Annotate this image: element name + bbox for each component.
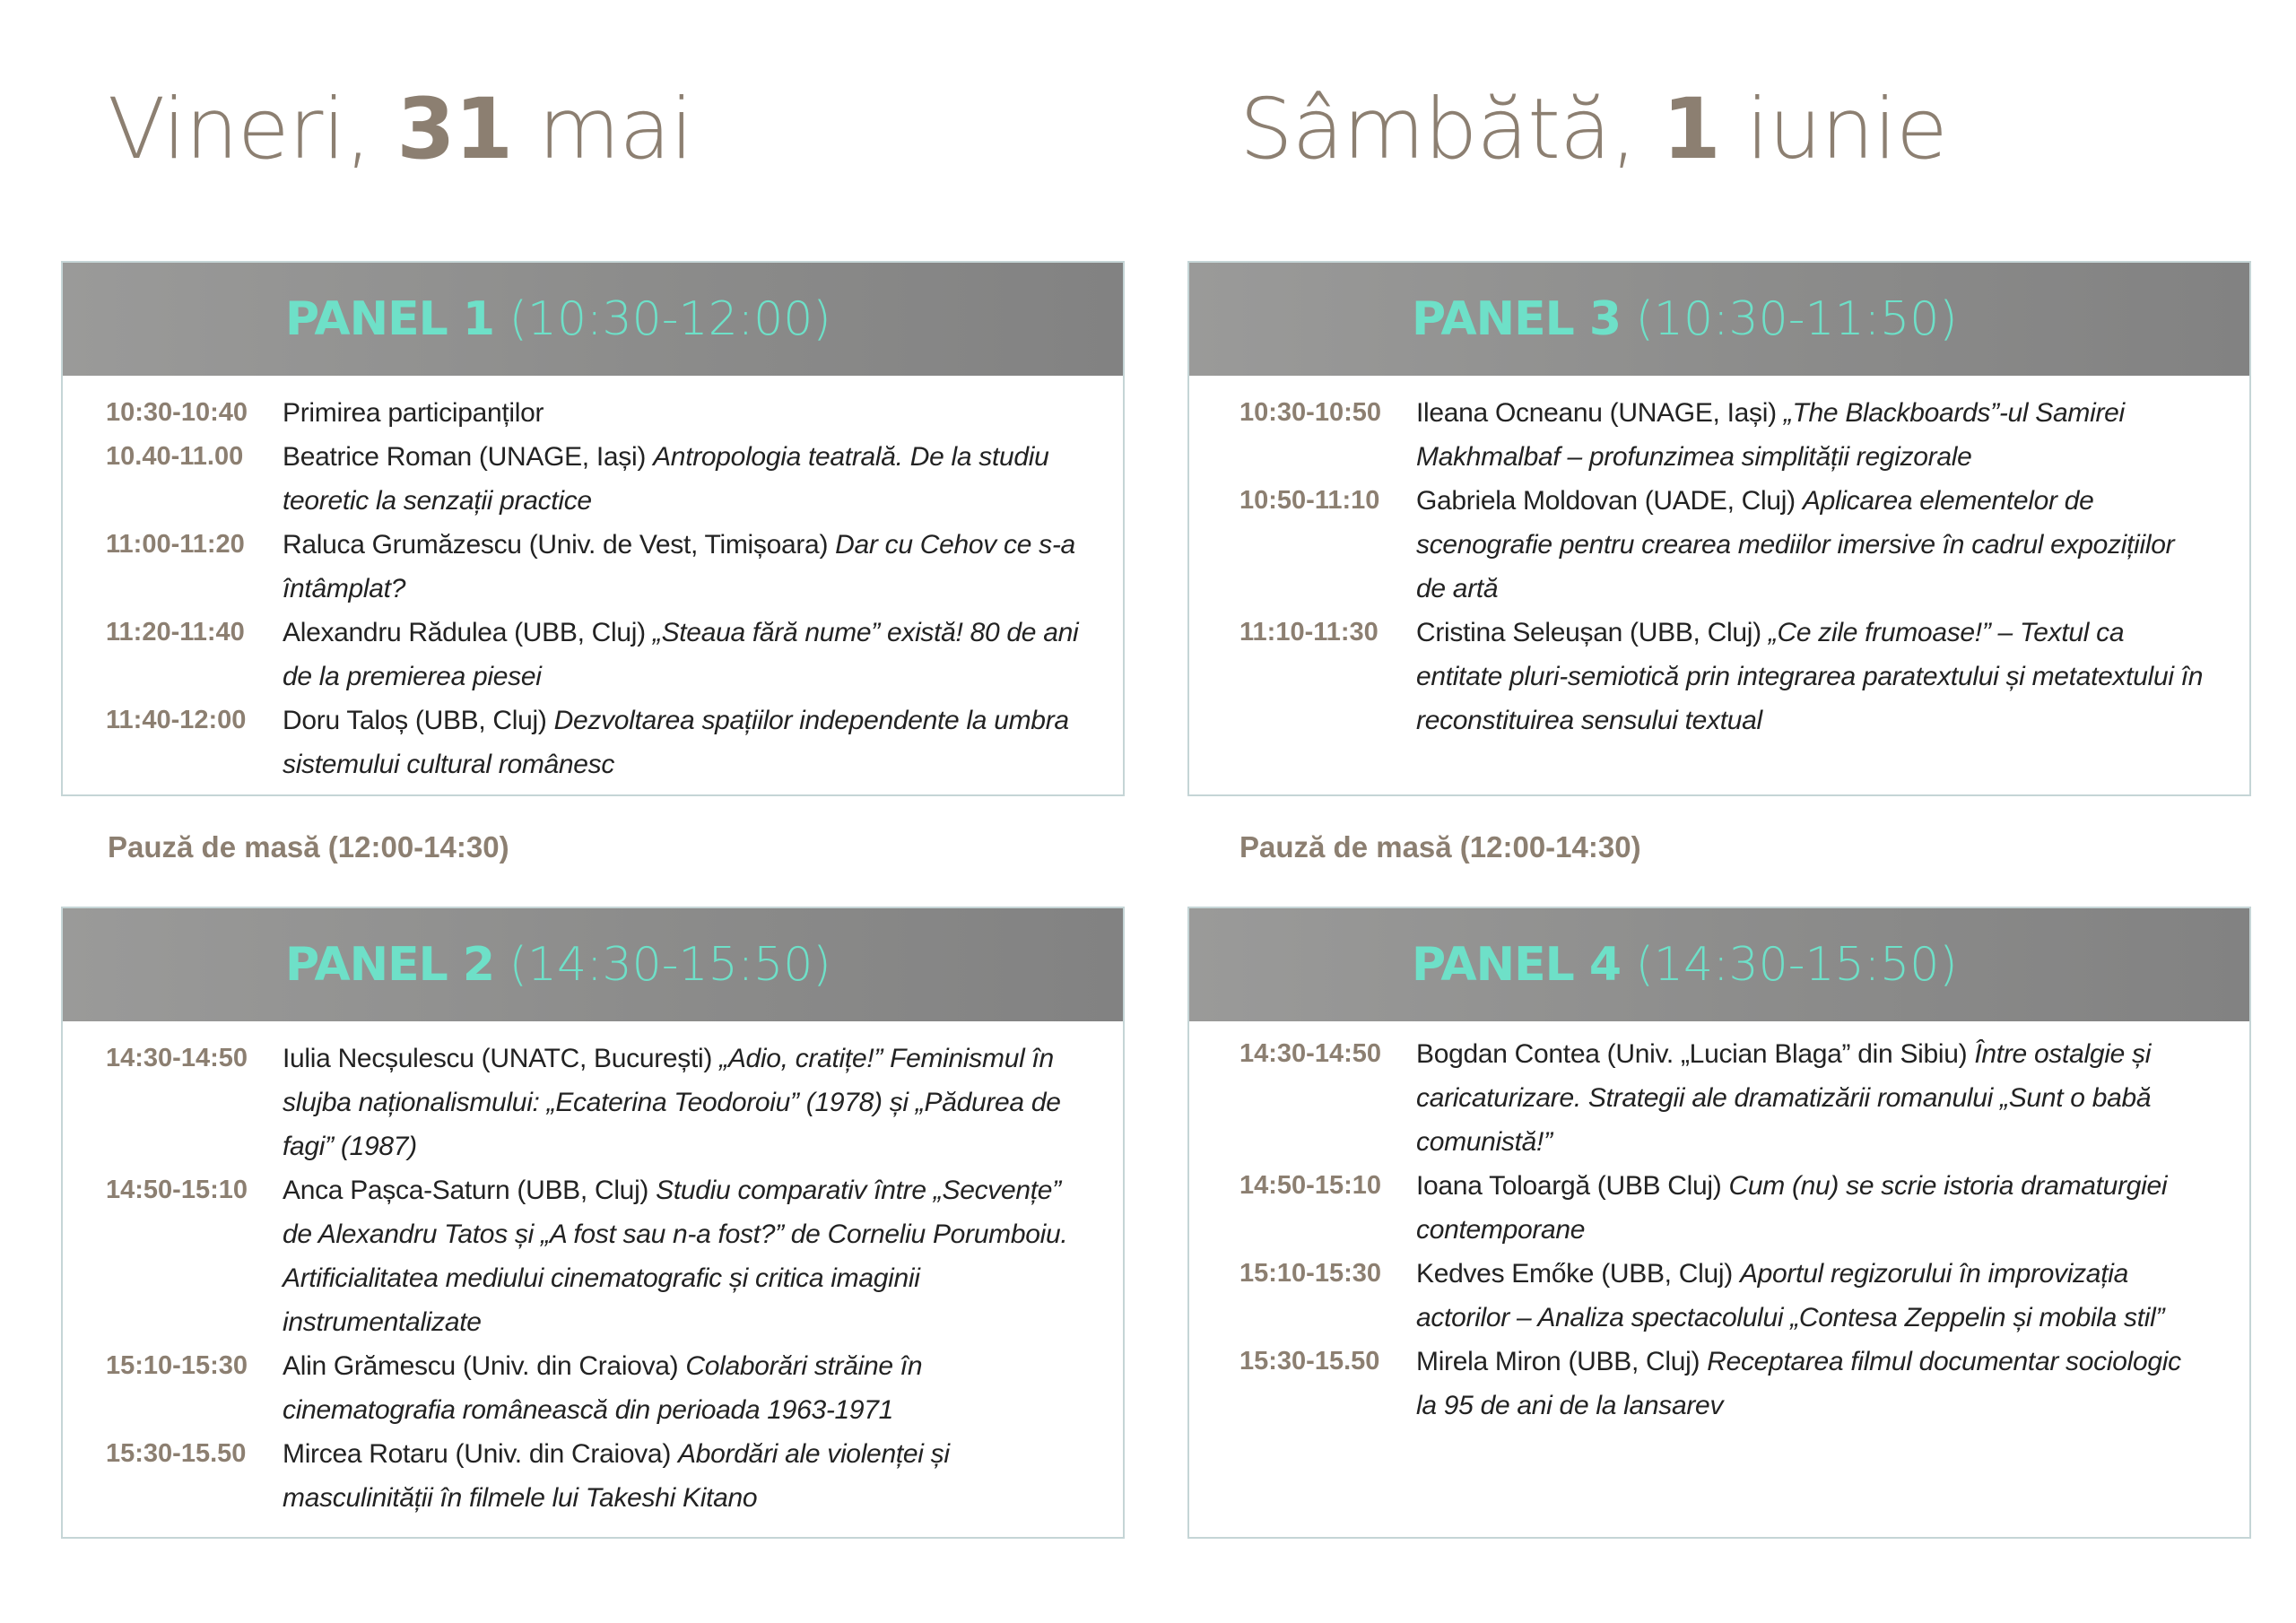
panel-2 — [61, 907, 1125, 1539]
schedule-entry: 11:00-11:20 Raluca Grumăzescu (Univ. de Vest, Timișoara) Dar cu Cehov ce s-a întâmplat? — [106, 530, 1075, 603]
day-title-friday: Vineri, 31 mai — [108, 81, 693, 178]
schedule-entry: 14:50-15:10 Ioana Toloargă (UBB Cluj) Cum (nu) se scrie istoria dramaturgiei contemporane — [1239, 1171, 2168, 1245]
panel-header: PANEL 1 (10:30-12:00) — [63, 263, 1123, 376]
panel-header: PANEL 2 (14:30-15:50) — [63, 908, 1123, 1021]
schedule-entry: 15:30-15.50 Mircea Rotaru (Univ. din Craiova) Abordări ale violenței și masculinității în filmele lui Takeshi Kitano — [106, 1439, 950, 1513]
schedule-entry: 11:40-12:00 Doru Taloș (UBB, Cluj) Dezvoltarea spațiilor independente la umbra sistemului cultural românesc — [106, 706, 1069, 779]
schedule-entry: 10:30-10:50 Ileana Ocneanu (UNAGE, Iași) „The Blackboards”-ul Samirei Makhmalbaf – profunzimea simplității regizorale — [1239, 398, 2125, 472]
day-title-saturday: Sâmbătă, 1 iunie — [1239, 81, 1947, 178]
schedule-entry: 11:10-11:30 Cristina Seleușan (UBB, Cluj) „Ce zile frumoase!” – Textul ca entitate pluri-semiotică prin integrarea paratextului și metatextului în reconstituirea sensului textual — [1239, 618, 2204, 735]
schedule-entry: 10.40-11.00 Beatrice Roman (UNAGE, Iași) Antropologia teatrală. De la studiu teoretic la senzații practice — [106, 442, 1049, 516]
panel-header: PANEL 4 (14:30-15:50) — [1189, 908, 2249, 1021]
lunch-break-friday: Pauză de masă (12:00-14:30) — [108, 830, 509, 864]
schedule-entry: 14:30-14:50 Bogdan Contea (Univ. „Lucian Blaga” din Sibiu) Între ostalgie și caricaturizare. Strategii ale dramatizării romanului „Sunt o babă comunistă!” — [1239, 1039, 2152, 1157]
schedule-entry: 10:30-10:40 Primirea participanților — [106, 398, 544, 428]
lunch-break-saturday: Pauză de masă (12:00-14:30) — [1239, 830, 1641, 864]
schedule-entry: 15:30-15.50 Mirela Miron (UBB, Cluj) Receptarea filmul documentar sociologic la 95 de ani de la lansarev — [1239, 1347, 2181, 1420]
panel-3 — [1187, 261, 2251, 796]
schedule-entry: 11:20-11:40 Alexandru Rădulea (UBB, Cluj) „Steaua fără nume” există! 80 de ani de la premierea piesei — [106, 618, 1079, 691]
schedule-entry: 14:30-14:50 Iulia Necșulescu (UNATC, București) „Adio, cratițe!” Feminismul în slujba naționalismului: „Ecaterina Teodoroiu” (1978) și „Pădurea de fagi” (1987) — [106, 1044, 1061, 1161]
schedule-entry: 15:10-15:30 Alin Grămescu (Univ. din Craiova) Colaborări străine în cinematografia românească din perioada 1963-1971 — [106, 1351, 923, 1425]
panel-4 — [1187, 907, 2251, 1539]
panel-header: PANEL 3 (10:30-11:50) — [1189, 263, 2249, 376]
panel-1 — [61, 261, 1125, 796]
schedule-entry: 15:10-15:30 Kedves Emőke (UBB, Cluj) Aportul regizorului în improvizația actorilor – Analiza spectacolului „Contesa Zeppelin și mobila stil” — [1239, 1259, 2165, 1332]
schedule-entry: 10:50-11:10 Gabriela Moldovan (UADE, Cluj) Aplicarea elementelor de scenografie pentru crearea mediilor imersive în cadrul expozițiilor de artă — [1239, 486, 2175, 603]
schedule-entry: 14:50-15:10 Anca Pașca-Saturn (UBB, Cluj) Studiu comparativ între „Secvențe” de Alexandru Tatos și „A fost sau n-a fost?” de Corneliu Porumboiu. Artificialitatea mediului cinematografic și critica imaginii instrumentalizate — [106, 1176, 1068, 1337]
